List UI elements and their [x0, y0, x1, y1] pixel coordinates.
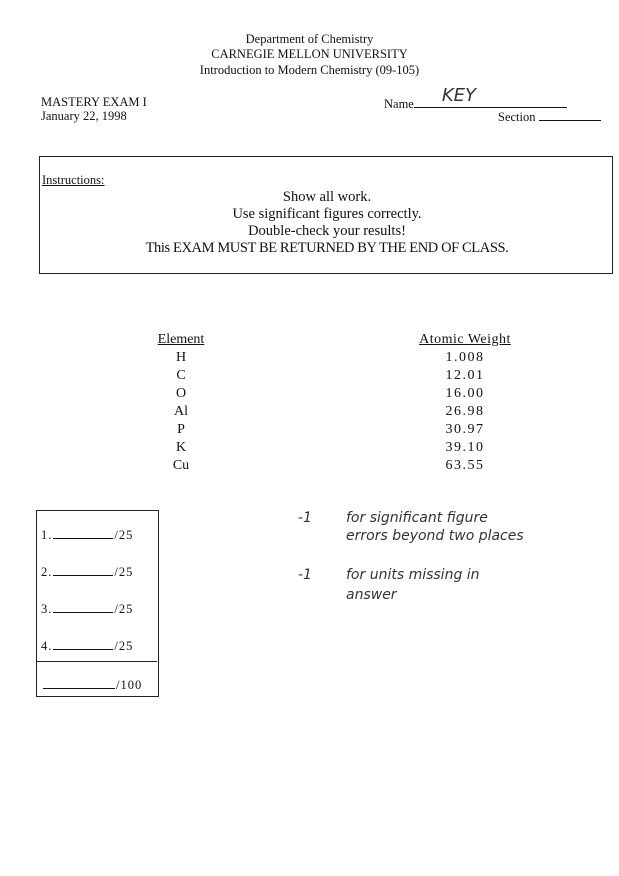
note-text-line: for units missing in: [346, 567, 480, 583]
score-blank: [53, 528, 113, 539]
score-blank: [53, 639, 113, 650]
weight-cell: 12.01: [445, 368, 485, 383]
weight-cell: 39.10: [445, 440, 485, 455]
exam-title: MASTERY EXAM I: [41, 95, 147, 109]
score-row: [41, 602, 133, 617]
score-blank: [53, 602, 113, 613]
instructions-box: [39, 156, 613, 274]
instruction-line: This EXAM MUST BE RETURNED BY THE END OF CLASS.: [145, 240, 509, 256]
grading-note: [298, 508, 524, 544]
section-field: [498, 110, 601, 125]
name-label: Name: [384, 97, 414, 111]
section-line: [539, 110, 601, 121]
score-total-max: /100: [116, 678, 143, 692]
element-cell: Al: [174, 404, 188, 419]
department-heading: Department of Chemistry: [245, 32, 374, 46]
note-text-line: answer: [346, 587, 397, 603]
element-cell: H: [175, 350, 187, 365]
element-cell: O: [175, 386, 187, 401]
instruction-line: Double-check your results!: [248, 223, 406, 239]
score-max: /25: [114, 602, 134, 616]
element-cell: C: [176, 368, 186, 383]
weight-column: [395, 331, 535, 475]
score-row: [41, 528, 133, 543]
note-points: -1: [298, 510, 312, 526]
score-row: [41, 565, 133, 580]
note-points: -1: [298, 567, 312, 583]
element-cell: P: [177, 422, 185, 437]
score-max: /25: [114, 565, 134, 579]
instruction-line: Show all work.: [282, 189, 372, 205]
note-text-line: for significant figure: [346, 510, 488, 526]
weight-cell: 16.00: [445, 386, 485, 401]
exam-date: January 22, 1998: [41, 109, 127, 123]
score-number: 4.: [41, 639, 53, 653]
name-value: KEY: [441, 85, 477, 106]
element-column-header: Element: [157, 332, 205, 347]
score-max: /25: [114, 639, 134, 653]
section-label: Section: [498, 110, 536, 124]
course-heading: Introduction to Modern Chemistry (09-105): [199, 63, 420, 77]
element-column: [130, 331, 232, 475]
weight-cell: 63.55: [445, 458, 485, 473]
grading-note: [298, 565, 480, 603]
score-row: [41, 639, 133, 654]
score-number: 2.: [41, 565, 53, 579]
instructions-heading: Instructions:: [42, 173, 105, 187]
element-cell: K: [175, 440, 187, 455]
note-text-line: errors beyond two places: [346, 528, 524, 544]
weight-cell: 26.98: [445, 404, 485, 419]
score-number: 3.: [41, 602, 53, 616]
score-divider: [37, 661, 157, 662]
weight-cell: 30.97: [445, 422, 485, 437]
score-number: 1.: [41, 528, 53, 542]
instruction-line: Use significant figures correctly.: [232, 206, 422, 222]
score-blank: [53, 565, 113, 576]
weight-column-header: Atomic Weight: [419, 332, 511, 347]
element-cell: Cu: [172, 458, 190, 473]
score-box: [36, 510, 159, 697]
weight-cell: 1.008: [445, 350, 485, 365]
university-heading: CARNEGIE MELLON UNIVERSITY: [211, 47, 408, 61]
score-blank: [43, 678, 115, 689]
score-total-row: [41, 678, 142, 693]
score-max: /25: [114, 528, 134, 542]
name-line: [414, 85, 567, 108]
